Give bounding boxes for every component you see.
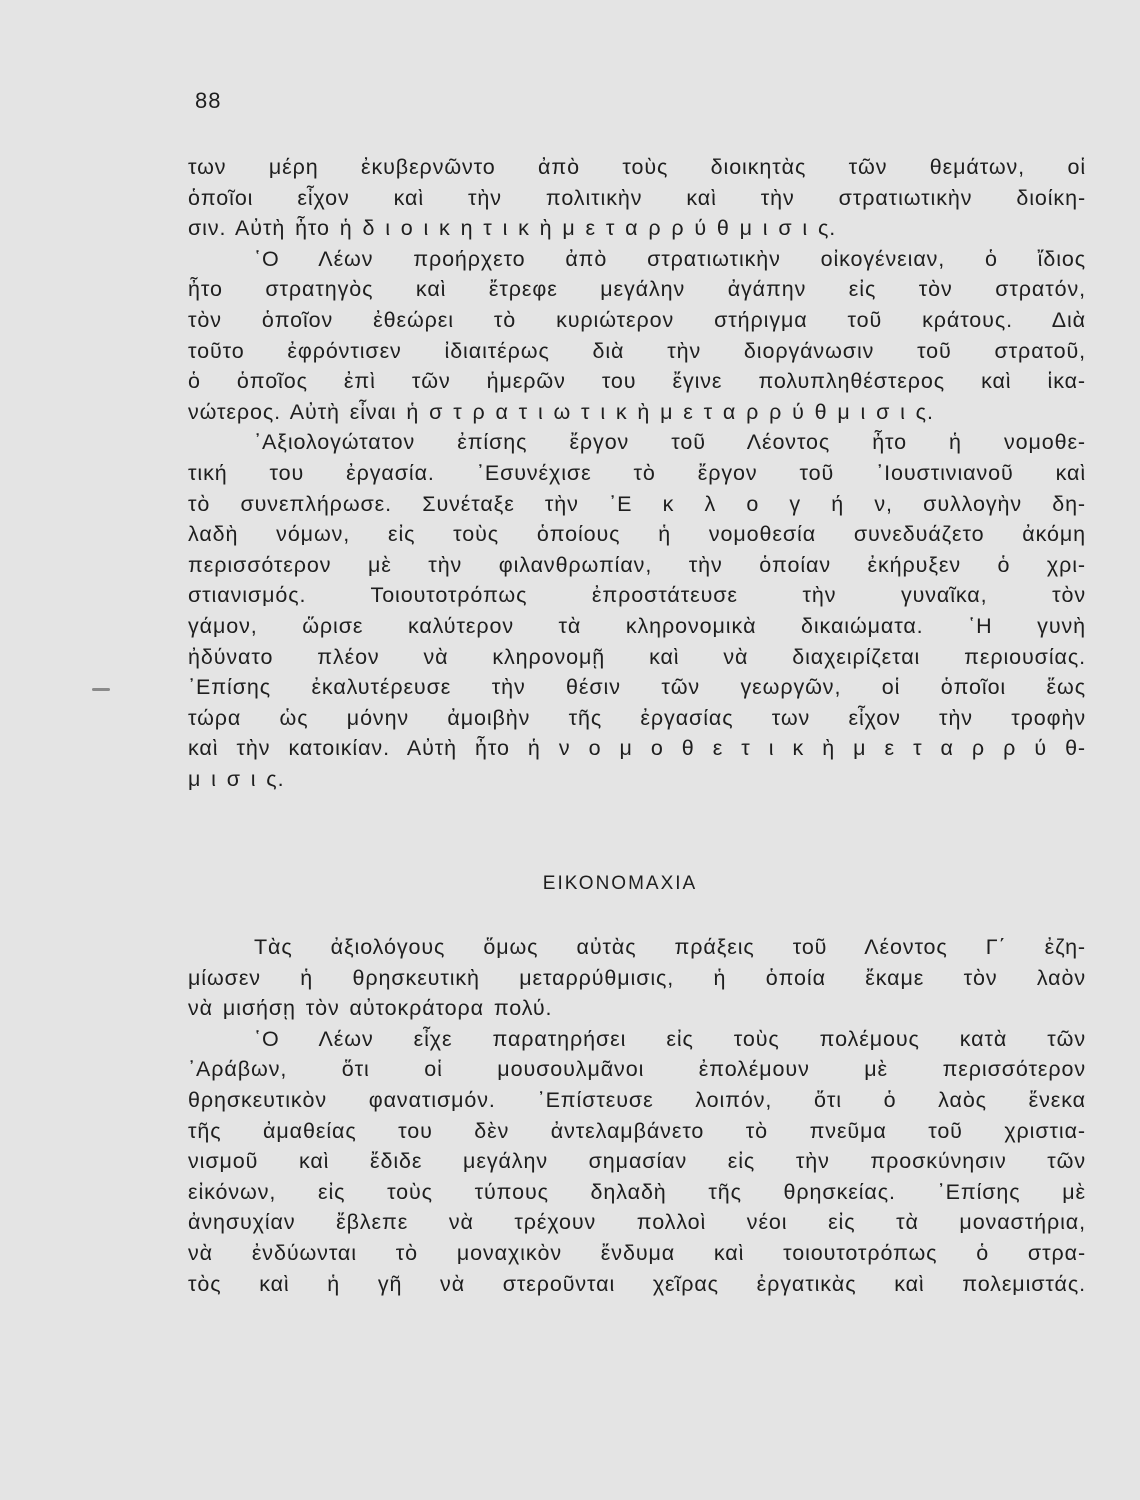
margin-mark	[92, 688, 110, 691]
text-line: μίωσεν ἡ θρησκευτικὴ μεταρρύθμισις, ἡ ὁποία ἔκαμε τὸν λαὸν	[188, 965, 1086, 990]
text-line: των μέρη ἐκυβερνῶντο ἀπὸ τοὺς διοικητὰς τῶν θεμάτων, οἱ	[188, 155, 1086, 179]
text-line: νὰ ἐνδύωνται τὸ μοναχικὸν ἔνδυμα καὶ τοιουτοτρόπως ὁ στρα-	[188, 1240, 1086, 1265]
text-line: νώτερος. Αὐτὴ εἶναι ἡ σ τ ρ α τ ι ω τ ι κ ὴ μ ε τ α ρ ρ ύ θ μ ι σ ι ς.	[188, 399, 934, 424]
text-line: ὁποῖοι εἶχον καὶ τὴν πολιτικὴν καὶ τὴν στρατιωτικὴν διοίκη-	[188, 185, 1086, 210]
text-line: λαδὴ νόμων, εἰς τοὺς ὁποίους ἡ νομοθεσία συνεδυάζετο ἀκόμη	[188, 522, 1086, 547]
text-line: τὸ συνεπλήρωσε. Συνέταξε τὴν ᾿Ε κ λ ο γ ή ν, συλλογὴν δη-	[188, 491, 1086, 516]
text-line: ῾Ο Λέων εἶχε παρατηρήσει εἰς τοὺς πολέμους κατὰ τῶν	[254, 1026, 1086, 1051]
paragraph	[188, 152, 1086, 244]
text-line: ἀνησυχίαν ἔβλεπε νὰ τρέχουν πολλοὶ νέοι εἰς τὰ μοναστήρια,	[188, 1210, 1086, 1235]
text-line: ᾿Επίσης ἐκαλυτέρευσε τὴν θέσιν τῶν γεωργῶν, οἱ ὁποῖοι ἕως	[188, 675, 1086, 700]
text-block-after-heading	[188, 932, 1086, 1299]
text-line: τὸν ὁποῖον ἐθεώρει τὸ κυριώτερον στήριγμα τοῦ κράτους. Διὰ	[188, 307, 1086, 332]
text-line: νὰ μισήσῃ τὸν αὐτοκράτορα πολύ.	[188, 996, 553, 1021]
text-line: ἠδύνατο πλέον νὰ κληρονομῇ καὶ νὰ διαχειρίζεται περιουσίας.	[188, 644, 1086, 669]
text-line: στιανισμός. Τοιουτοτρόπως ἐπροστάτευσε τὴν γυναῖκα, τὸν	[188, 583, 1086, 608]
text-line: τὸς καὶ ἡ γῆ νὰ στεροῦνται χεῖρας ἐργατικὰς καὶ πολεμιστάς.	[188, 1271, 1086, 1296]
text-line: καὶ τὴν κατοικίαν. Αὐτὴ ἦτο ἡ ν ο μ ο θ ε τ ι κ ὴ μ ε τ α ρ ρ ύ θ-	[188, 736, 1086, 761]
text-line: ὁ ὁποῖος ἐπὶ τῶν ἡμερῶν του ἔγινε πολυπληθέστερος καὶ ἱκα-	[188, 369, 1086, 394]
text-line: ᾿Αξιολογώτατον ἐπίσης ἔργον τοῦ Λέοντος ἦτο ἡ νομοθε-	[254, 430, 1086, 455]
text-line: τώρα ὡς μόνην ἀμοιβὴν τῆς ἐργασίας των εἶχον τὴν τροφὴν	[188, 705, 1086, 730]
text-block-before-heading	[188, 152, 1086, 794]
paragraph	[188, 932, 1086, 1024]
text-line: ῾Ο Λέων προήρχετο ἀπὸ στρατιωτικὴν οἰκογένειαν, ὁ ἴδιος	[254, 246, 1086, 271]
paragraph	[188, 244, 1086, 428]
section-heading: ΕΙΚΟΝΟΜΑΧΙΑ	[542, 873, 698, 894]
text-line: θρησκευτικὸν φανατισμόν. ᾿Επίστευσε λοιπόν, ὅτι ὁ λαὸς ἕνεκα	[188, 1087, 1086, 1112]
text-line: νισμοῦ καὶ ἔδιδε μεγάλην σημασίαν εἰς τὴν προσκύνησιν τῶν	[188, 1149, 1086, 1174]
text-line: εἰκόνων, εἰς τοὺς τύπους δηλαδὴ τῆς θρησκείας. ᾿Επίσης μὲ	[188, 1179, 1086, 1204]
text-line: μ ι σ ι ς.	[188, 766, 285, 791]
text-line: περισσότερον μὲ τὴν φιλανθρωπίαν, τὴν ὁποίαν ἐκήρυξεν ὁ χρι-	[188, 552, 1086, 577]
text-line: τῆς ἀμαθείας του δὲν ἀντελαμβάνετο τὸ πνεῦμα τοῦ χριστια-	[188, 1118, 1086, 1143]
text-line: σιν. Αὐτὴ ἦτο ἡ δ ι ο ι κ η τ ι κ ὴ μ ε τ α ρ ρ ύ θ μ ι σ ι ς.	[188, 216, 837, 241]
paragraph	[188, 427, 1086, 794]
paragraph	[188, 1024, 1086, 1299]
text-line: Τὰς ἀξιολόγους ὅμως αὐτὰς πράξεις τοῦ Λέοντος Γ΄ ἐζη-	[254, 935, 1086, 959]
text-line: τοῦτο ἐφρόντισεν ἰδιαιτέρως διὰ τὴν διοργάνωσιν τοῦ στρατοῦ,	[188, 338, 1086, 363]
text-line: γάμον, ὥρισε καλύτερον τὰ κληρονομικὰ δικαιώματα. ῾Η γυνὴ	[188, 613, 1086, 638]
text-line: ᾿Αράβων, ὅτι οἱ μουσουλμᾶνοι ἐπολέμουν μὲ περισσότερον	[188, 1057, 1086, 1082]
text-line: τική του ἐργασία. ᾿Εσυνέχισε τὸ ἔργον τοῦ ᾿Ιουστινιανοῦ καὶ	[188, 460, 1086, 485]
text-line: ἦτο στρατηγὸς καὶ ἔτρεφε μεγάλην ἀγάπην εἰς τὸν στρατόν,	[188, 277, 1086, 302]
page-number: 88	[195, 88, 222, 113]
